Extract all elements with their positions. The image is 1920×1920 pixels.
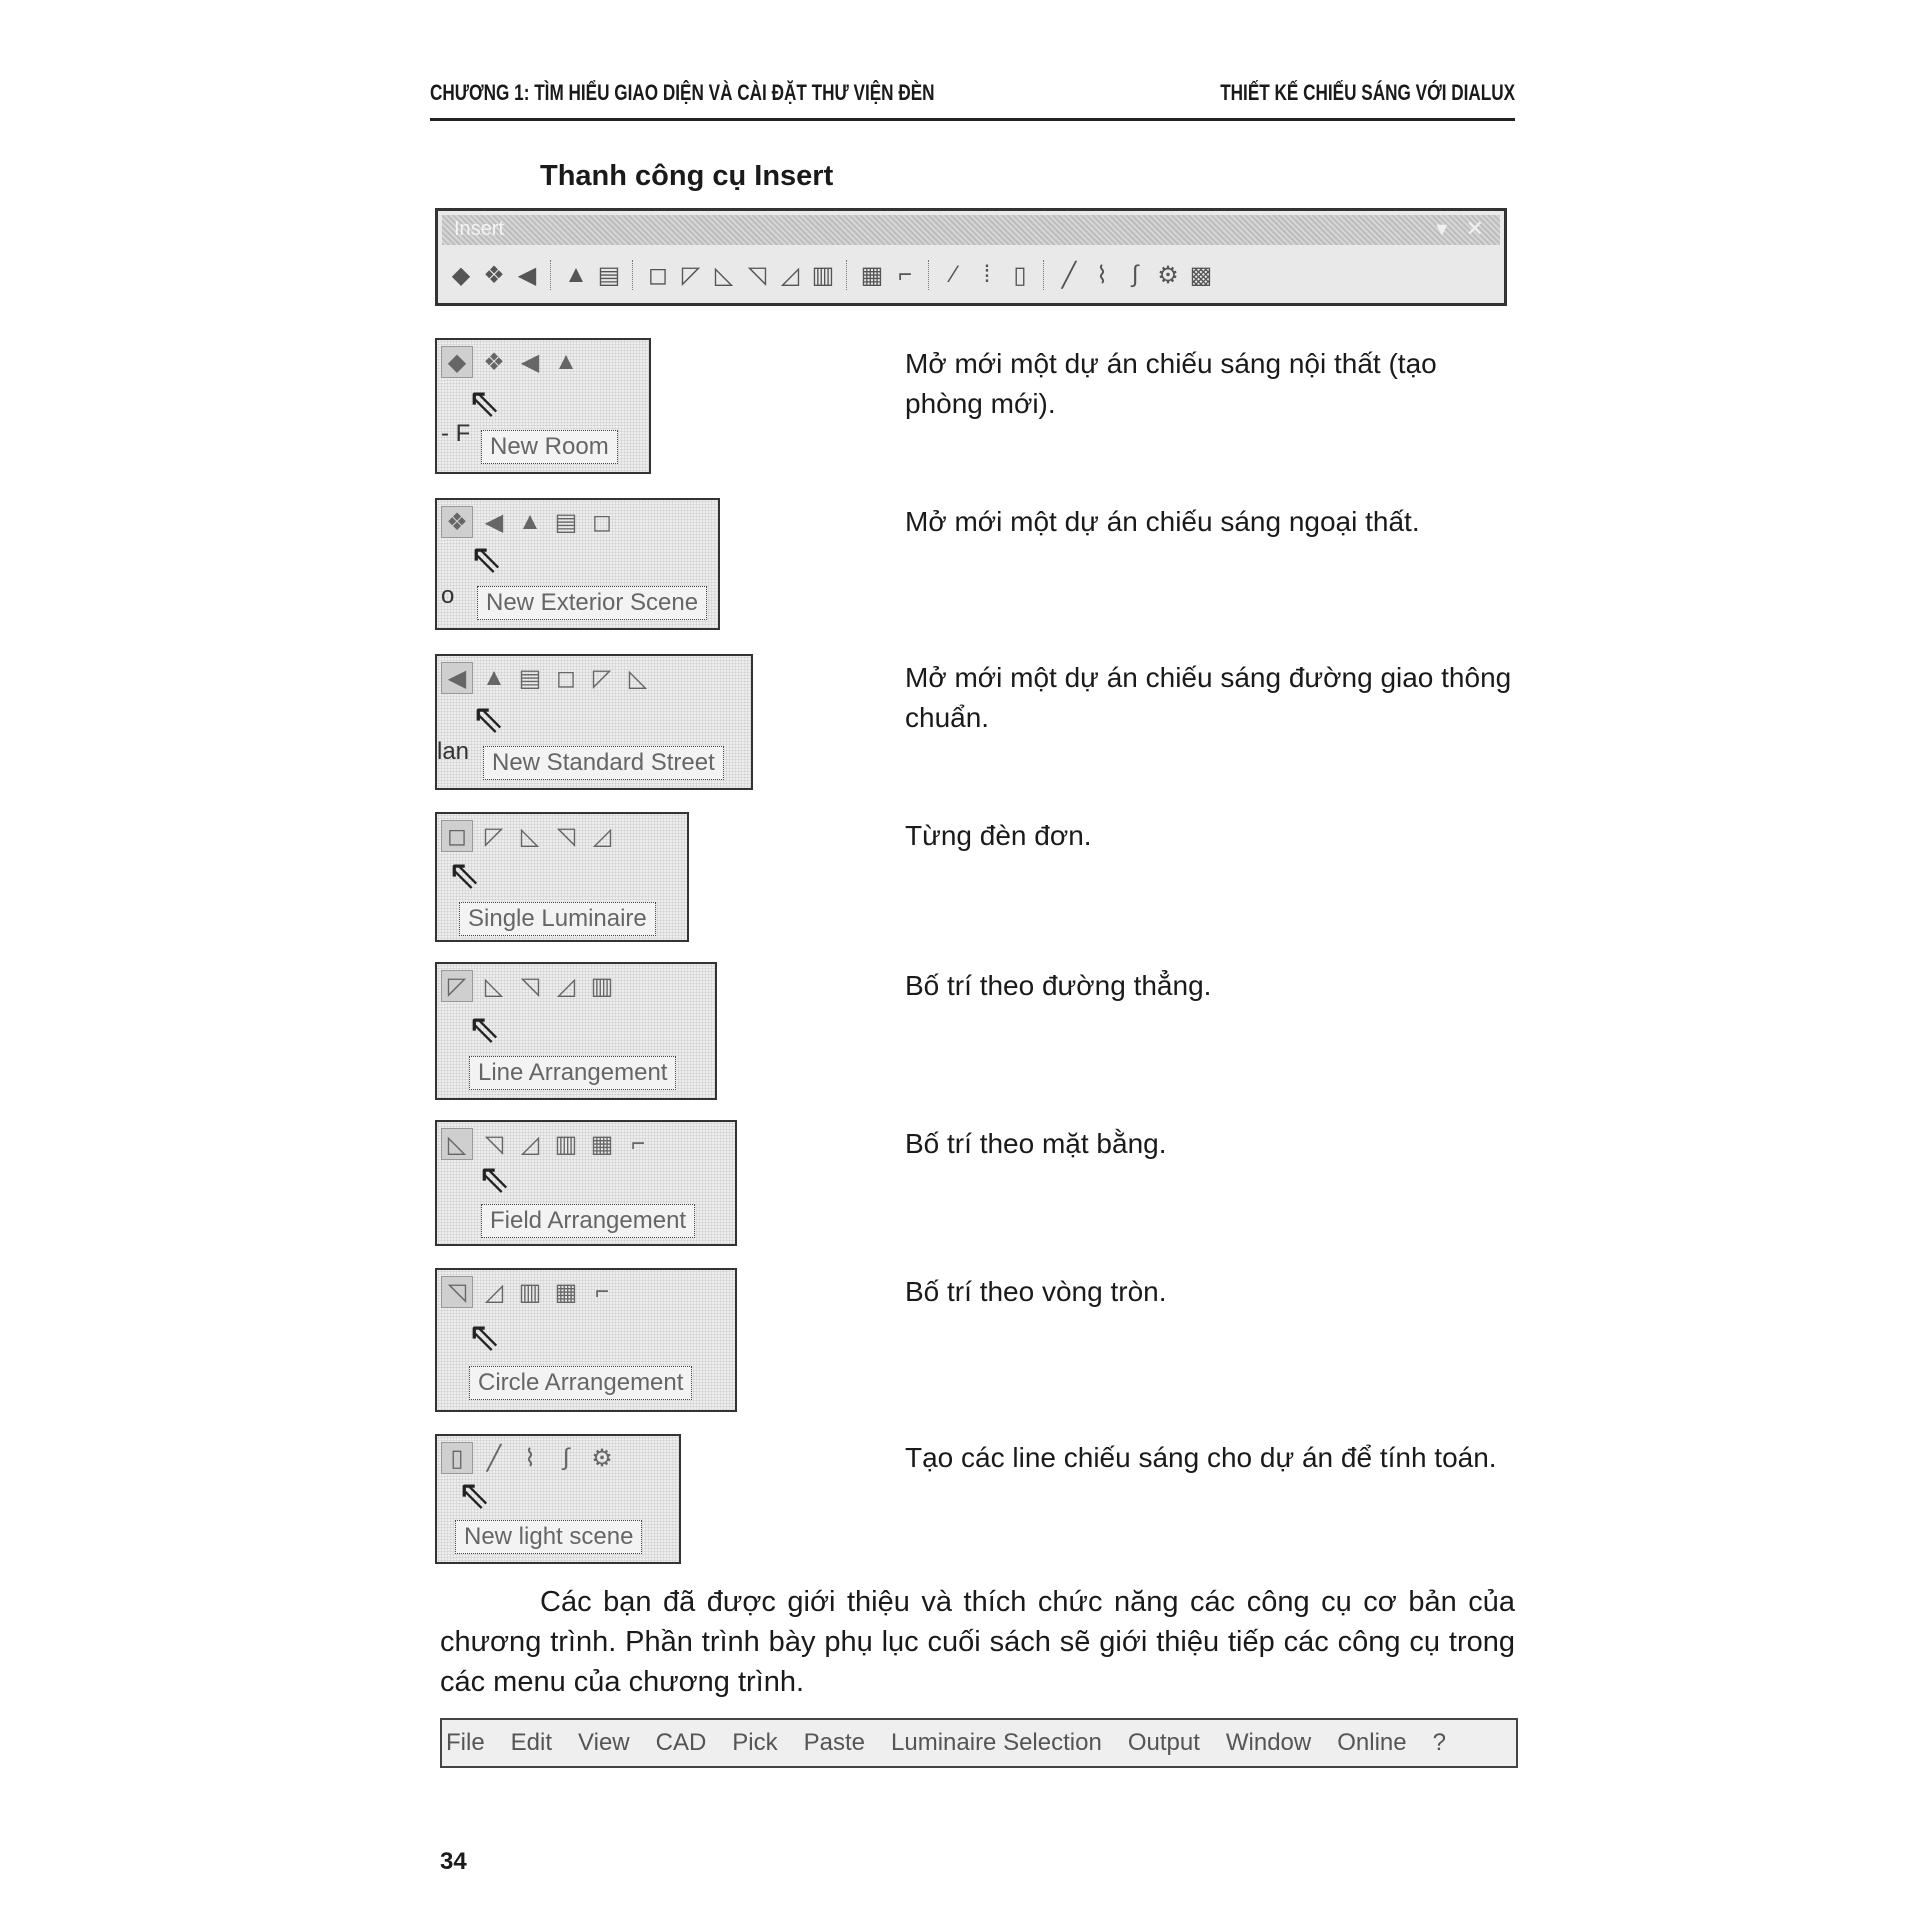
chapter-title: CHƯƠNG 1: TÌM HIỂU GIAO DIỆN VÀ CÀI ĐẶT THƯ VIỆN ĐÈN — [430, 80, 935, 105]
street-icon[interactable]: ◀ — [520, 348, 540, 376]
curve-icon[interactable]: ∫ — [1131, 261, 1139, 288]
tooltip: New light scene — [455, 1520, 642, 1554]
circle-arrangement-icon[interactable]: ◹ — [441, 1276, 473, 1308]
mouse-cursor-icon: ⇖ — [471, 697, 505, 741]
new-light-scene-snippet — [435, 1434, 681, 1564]
mouse-cursor-icon: ⇖ — [457, 1473, 491, 1517]
exterior-icon[interactable]: ❖ — [441, 506, 473, 538]
wall-icon[interactable]: ▥ — [554, 1130, 578, 1158]
single-luminaire-icon[interactable]: ◻ — [556, 664, 576, 692]
line-icon[interactable]: ╱ — [1061, 261, 1077, 289]
page-number: 34 — [440, 1848, 467, 1875]
tooltip: New Room — [481, 430, 618, 464]
menu-online[interactable]: Online — [1337, 1729, 1407, 1756]
polyline-icon[interactable]: ⌇ — [524, 1444, 536, 1472]
insert-toolbar-window — [435, 208, 1507, 306]
exterior-icon[interactable]: ❖ — [483, 348, 505, 376]
line-icon[interactable]: ╱ — [486, 1444, 502, 1472]
grid-icon[interactable]: ▦ — [860, 261, 884, 289]
toolbar-titlebar[interactable] — [442, 215, 1500, 245]
toolbar-separator — [550, 260, 553, 290]
folder-icon[interactable]: ▤ — [554, 508, 578, 536]
mouse-cursor-icon: ⇖ — [477, 1157, 511, 1201]
mouse-cursor-icon: ⇖ — [447, 853, 481, 897]
menu-view[interactable]: View — [578, 1729, 630, 1756]
tooltip: Field Arrangement — [481, 1204, 695, 1238]
corner-icon[interactable]: ⌐ — [594, 1278, 609, 1305]
single-luminaire-icon[interactable]: ◻ — [592, 508, 612, 536]
item-description: Bố trí theo vòng tròn. — [905, 1276, 1167, 1307]
gear-icon[interactable]: ⚙ — [1157, 261, 1179, 289]
luminaire-group-icon[interactable]: ▲ — [564, 261, 588, 288]
corner-icon[interactable]: ⌐ — [897, 261, 912, 288]
street-icon[interactable]: ◀ — [484, 508, 504, 536]
corner-icon[interactable]: ⌐ — [630, 1130, 645, 1157]
circle-arrangement-icon[interactable]: ◹ — [556, 822, 576, 850]
wand-icon[interactable]: ⁄ — [951, 261, 956, 288]
menu-output[interactable]: Output — [1127, 1729, 1200, 1756]
toolbar-title: Insert — [454, 218, 505, 240]
exterior-icon[interactable]: ❖ — [483, 261, 505, 289]
column-icon[interactable]: ▯ — [441, 1442, 473, 1474]
tooltip: New Exterior Scene — [477, 586, 707, 620]
mouse-cursor-icon: ⇖ — [467, 1315, 501, 1359]
item-description: Mở mới một dự án chiếu sáng ngoại thất. — [905, 506, 1420, 537]
paragraph-text: Các bạn đã được giới thiệu và thích chức năng các công cụ cơ bản của chương trình. Phần trình bày phụ lục cuối sách sẽ giới thiệu tiếp các công cụ trong các menu của chương trình. — [440, 1586, 1515, 1698]
line-arrangement-icon[interactable]: ◸ — [441, 970, 473, 1002]
single-luminaire-snippet — [435, 812, 689, 942]
menu-luminaire-selection[interactable]: Luminaire Selection — [891, 1729, 1102, 1756]
dots-icon[interactable]: ⁞ — [983, 261, 991, 288]
new-room-snippet — [435, 338, 651, 474]
menu-edit[interactable]: Edit — [510, 1729, 553, 1756]
menu-file[interactable]: File — [446, 1729, 485, 1756]
field-arrangement-icon[interactable]: ◺ — [714, 261, 734, 289]
grid-icon[interactable]: ▦ — [554, 1278, 578, 1306]
line-arrangement-icon[interactable]: ◸ — [681, 261, 701, 289]
mouse-cursor-icon: ⇖ — [469, 537, 503, 581]
wall-icon[interactable]: ▥ — [590, 972, 614, 1000]
toolbar-window-controls[interactable]: ▾ ✕ — [1436, 216, 1490, 241]
item-description: Bố trí theo mặt bằng. — [905, 1128, 1167, 1159]
menu-pick[interactable]: Pick — [732, 1729, 778, 1756]
partial-label: o — [441, 582, 455, 609]
line-arrangement-snippet — [435, 962, 717, 1100]
line-arrangement-icon[interactable]: ◸ — [484, 822, 504, 850]
folder-icon[interactable]: ▤ — [597, 261, 621, 289]
new-exterior-scene-snippet — [435, 498, 720, 630]
polygon-icon[interactable]: ◿ — [520, 1130, 540, 1158]
partial-label: lan — [437, 738, 470, 765]
line-arrangement-icon[interactable]: ◸ — [592, 664, 612, 692]
field-arrangement-icon[interactable]: ◺ — [484, 972, 504, 1000]
toolbar-icon-row — [446, 253, 1496, 297]
curve-icon[interactable]: ∫ — [562, 1444, 570, 1471]
wall-icon[interactable]: ▥ — [811, 261, 835, 289]
item-description: Tạo các line chiếu sáng cho dự án để tính toán. — [905, 1442, 1497, 1473]
image-icon[interactable]: ▩ — [1189, 261, 1213, 289]
grid-icon[interactable]: ▦ — [590, 1130, 614, 1158]
circle-arrangement-icon[interactable]: ◹ — [484, 1130, 504, 1158]
tooltip: New Standard Street — [483, 746, 724, 780]
circle-arrangement-icon[interactable]: ◹ — [747, 261, 767, 289]
field-arrangement-icon[interactable]: ◺ — [441, 1128, 473, 1160]
gear-icon[interactable]: ⚙ — [591, 1444, 613, 1472]
partial-label: - F — [441, 420, 471, 447]
luminaire-group-icon[interactable]: ▲ — [482, 664, 506, 691]
section-title: Thanh công cụ Insert — [540, 160, 834, 192]
toolbar-separator — [928, 260, 931, 290]
tooltip: Circle Arrangement — [469, 1366, 692, 1400]
polygon-icon[interactable]: ◿ — [484, 1278, 504, 1306]
room-icon[interactable]: ◆ — [451, 261, 471, 289]
menu-window[interactable]: Window — [1225, 1729, 1312, 1756]
polyline-icon[interactable]: ⌇ — [1096, 261, 1108, 289]
menu-bar — [440, 1718, 1518, 1768]
polygon-icon[interactable]: ◿ — [780, 261, 800, 289]
item-description: Mở mới một dự án chiếu sáng đường giao thông chuẩn. — [905, 662, 1512, 733]
field-arrangement-icon[interactable]: ◺ — [520, 822, 540, 850]
toolbar-separator — [632, 260, 635, 290]
folder-icon[interactable]: ▤ — [518, 664, 542, 692]
page-header — [430, 78, 1515, 121]
wall-icon[interactable]: ▥ — [518, 1278, 542, 1306]
single-luminaire-icon[interactable]: ◻ — [441, 820, 473, 852]
field-arrangement-snippet — [435, 1120, 737, 1246]
book-title: THIẾT KẾ CHIẾU SÁNG VỚI DIALUX — [1220, 80, 1515, 105]
body-paragraph — [440, 1582, 1515, 1702]
polygon-icon[interactable]: ◿ — [556, 972, 576, 1000]
polygon-icon[interactable]: ◿ — [592, 822, 612, 850]
field-arrangement-icon[interactable]: ◺ — [628, 664, 648, 692]
mouse-cursor-icon: ⇖ — [467, 381, 501, 425]
item-description: Mở mới một dự án chiếu sáng nội thất (tạo phòng mới). — [905, 348, 1437, 419]
tooltip: Line Arrangement — [469, 1056, 676, 1090]
item-description: Từng đèn đơn. — [905, 820, 1092, 851]
column-icon[interactable]: ▯ — [1013, 261, 1027, 289]
single-luminaire-icon[interactable]: ◻ — [648, 261, 668, 289]
item-description: Bố trí theo đường thẳng. — [905, 970, 1212, 1001]
mouse-cursor-icon: ⇖ — [467, 1007, 501, 1051]
toolbar-separator — [1043, 260, 1046, 290]
luminaire-group-icon[interactable]: ▲ — [518, 508, 542, 535]
room-icon[interactable]: ◆ — [441, 346, 473, 378]
street-icon[interactable]: ◀ — [517, 261, 537, 289]
tooltip: Single Luminaire — [459, 902, 656, 936]
street-icon[interactable]: ◀ — [441, 662, 473, 694]
circle-arrangement-snippet — [435, 1268, 737, 1412]
luminaire-group-icon[interactable]: ▲ — [554, 348, 578, 375]
menu-cad[interactable]: CAD — [655, 1729, 707, 1756]
new-standard-street-snippet — [435, 654, 753, 790]
menu-help[interactable]: ? — [1432, 1729, 1446, 1756]
menu-paste[interactable]: Paste — [803, 1729, 866, 1756]
circle-arrangement-icon[interactable]: ◹ — [520, 972, 540, 1000]
toolbar-separator — [846, 260, 849, 290]
